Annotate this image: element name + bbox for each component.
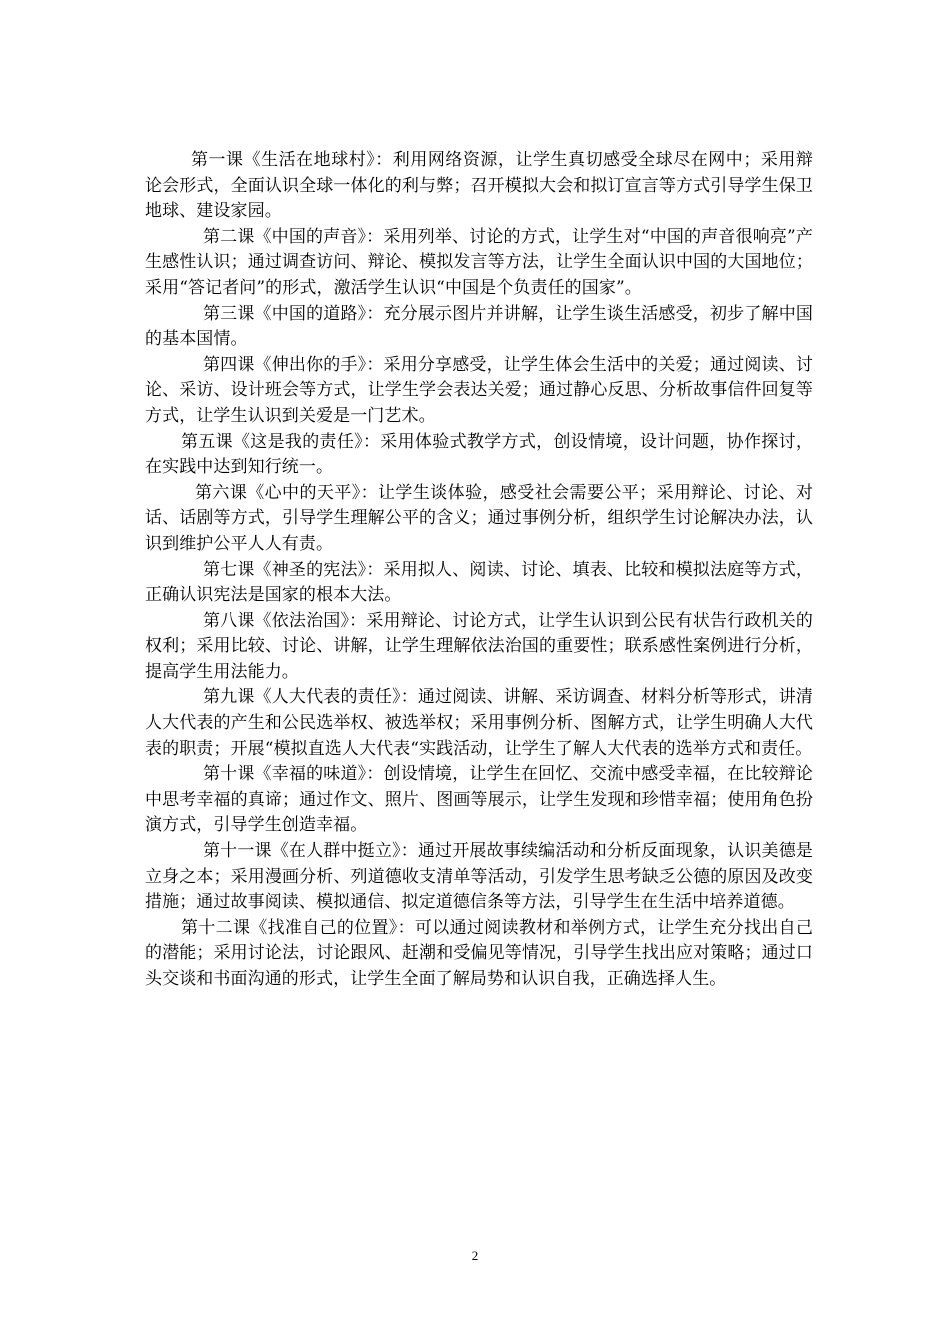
paragraph-lesson-1: 第一课《生活在地球村》：利用网络资源，让学生真切感受全球尽在网中；采用辩论会形式，全面认识全球一体化的利与弊；召开模拟大会和拟订宣言等方式引导学生保卫地球、建设家园。 <box>145 150 813 222</box>
paragraph-lesson-6: 第六课《心中的天平》：让学生谈体验，感受社会需要公平；采用辩论、讨论、对话、话剧等方式，引导学生理解公平的含义；通过事例分析，组织学生讨论解决办法，认识到维护公平人人有责。 <box>145 482 813 554</box>
paragraph-lesson-3: 第三课《中国的道路》：充分展示图片并讲解，让学生谈生活感受，初步了解中国的基本国情。 <box>145 303 813 350</box>
paragraph-lesson-11: 第十一课《在人群中挺立》：通过开展故事续编活动和分析反面现象，认识美德是立身之本；采用漫画分析、列道德收支清单等活动，引发学生思考缺乏公德的原因及改变措施；通过故事阅读、模拟通信、拟定道德信条等方法，引导学生在生活中培养道德。 <box>145 841 813 913</box>
document-body <box>145 148 813 993</box>
paragraph-lesson-7: 第七课《神圣的宪法》：采用拟人、阅读、讨论、填表、比较和模拟法庭等方式，正确认识宪法是国家的根本大法。 <box>145 559 813 606</box>
paragraph-lesson-4: 第四课《伸出你的手》：采用分享感受，让学生体会生活中的关爱；通过阅读、讨论、采访、设计班会等方式，让学生学会表达关爱；通过静心反思、分析故事信件回复等方式，让学生认识到关爱是一门艺术。 <box>145 354 813 426</box>
paragraph-lesson-5: 第五课《这是我的责任》：采用体验式教学方式，创设情境，设计问题，协作探讨，在实践中达到知行统一。 <box>145 431 813 478</box>
paragraph-lesson-9: 第九课《人大代表的责任》：通过阅读、讲解、采访调查、材料分析等形式，讲清人大代表的产生和公民选举权、被选举权；采用事例分析、图解方式，让学生明确人大代表的职责；开展“模拟直选人大代表“实践活动，让学生了解人大代表的选举方式和责任。 <box>145 687 813 759</box>
paragraph-lesson-2: 第二课《中国的声音》：采用列举、讨论的方式，让学生对“中国的声音很响亮”产生感性认识；通过调查访问、辩论、模拟发言等方法，让学生全面认识中国的大国地位；采用“答记者问”的形式，激活学生认识“中国是个负责任的国家”。 <box>145 226 813 298</box>
page-number: 2 <box>471 1248 479 1263</box>
paragraph-lesson-12: 第十二课《找准自己的位置》：可以通过阅读教材和举例方式，让学生充分找出自己的潜能；采用讨论法，讨论跟风、赶潮和受偏见等情况，引导学生找出应对策略；通过口头交谈和书面沟通的形式，让学生全面了解局势和认识自我，正确选择人生。 <box>145 917 813 989</box>
paragraph-lesson-8: 第八课《依法治国》：采用辩论、讨论方式，让学生认识到公民有状告行政机关的权利；采用比较、讨论、讲解，让学生理解依法治国的重要性；联系感性案例进行分析，提高学生用法能力。 <box>145 610 813 682</box>
paragraph-lesson-10: 第十课《幸福的味道》：创设情境，让学生在回忆、交流中感受幸福，在比较辩论中思考幸福的真谛；通过作文、照片、图画等展示，让学生发现和珍惜幸福；使用角色扮演方式，引导学生创造幸福。 <box>145 764 813 836</box>
